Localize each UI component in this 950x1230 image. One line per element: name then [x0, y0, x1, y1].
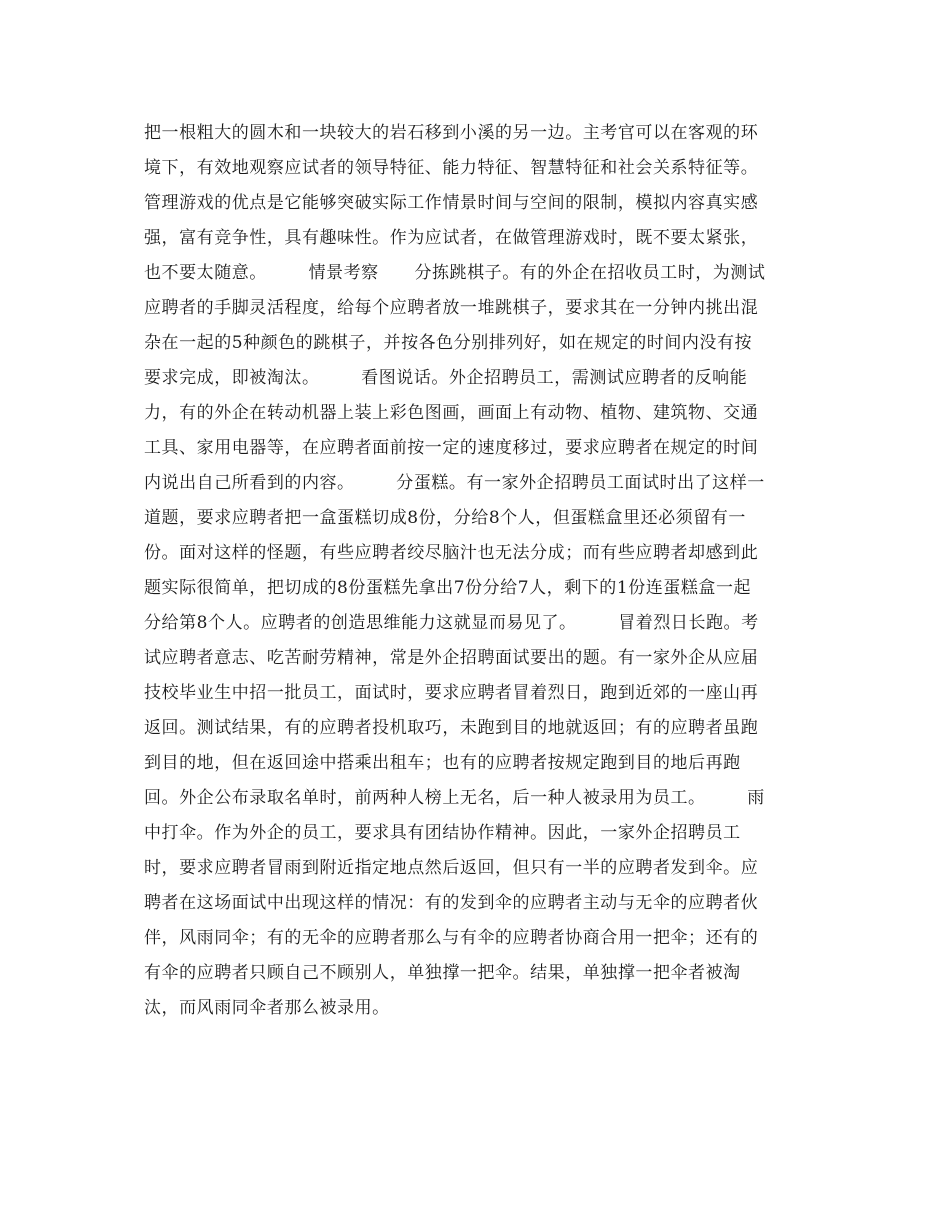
text-line: 汰，而风雨同伞者那么被录用。: [144, 998, 390, 1018]
text-line: 有伞的应聘者只顾自己不顾别人，单独撑一把伞。结果，单独撑一把伞者被淘: [144, 963, 741, 983]
text-line: 道题，要求应聘者把一盒蛋糕切成8份，分给8个人，但蛋糕盒里还必须留有一: [144, 508, 746, 528]
text-line: 聘者在这场面试中出现这样的情况：有的发到伞的应聘者主动与无伞的应聘者伙: [144, 893, 759, 913]
text-line: 力，有的外企在转动机器上装上彩色图画，画面上有动物、植物、建筑物、交通: [144, 403, 759, 423]
text-line: 把一根粗大的圆木和一块较大的岩石移到小溪的另一边。主考官可以在客观的环: [144, 123, 759, 143]
text-line: 也不要太随意。 情景考察 分拣跳棋子。有的外企在招收员工时，为测试: [144, 263, 766, 283]
text-line: 内说出自己所看到的内容。 分蛋糕。有一家外企招聘员工面试时出了这样一: [144, 473, 765, 493]
text-line: 伴，风雨同伞；有的无伞的应聘者那么与有伞的应聘者协商合用一把伞；还有的: [144, 928, 759, 948]
text-line: 境下，有效地观察应试者的领导特征、能力特征、智慧特征和社会关系特征等。: [144, 158, 759, 178]
text-line: 到目的地，但在返回途中搭乘出租车；也有的应聘者按规定跑到目的地后再跑: [144, 753, 741, 773]
text-line: 应聘者的手脚灵活程度，给每个应聘者放一堆跳棋子，要求其在一分钟内挑出混: [144, 298, 759, 318]
text-line: 中打伞。作为外企的员工，要求具有团结协作精神。因此，一家外企招聘员工: [144, 823, 741, 843]
text-line: 技校毕业生中招一批员工，面试时，要求应聘者冒着烈日，跑到近郊的一座山再: [144, 683, 759, 703]
text-line: 强，富有竞争性，具有趣味性。作为应试者，在做管理游戏时，既不要太紧张，: [144, 228, 759, 248]
text-line: 工具、家用电器等，在应聘者面前按一定的速度移过，要求应聘者在规定的时间: [144, 438, 759, 458]
text-line: 返回。测试结果，有的应聘者投机取巧，未跑到目的地就返回；有的应聘者虽跑: [144, 718, 759, 738]
text-line: 要求完成，即被淘汰。 看图说话。外企招聘员工，需测试应聘者的反响能: [144, 368, 748, 388]
body-text: [144, 116, 824, 1026]
text-line: 杂在一起的5种颜色的跳棋子，并按各色分别排列好，如在规定的时间内没有按: [144, 333, 753, 353]
text-line: 时，要求应聘者冒雨到附近指定地点然后返回，但只有一半的应聘者发到伞。应: [144, 858, 759, 878]
text-line: 分给第8个人。应聘者的创造思维能力这就显而易见了。 冒着烈日长跑。考: [144, 613, 759, 633]
text-line: 题实际很简单，把切成的8份蛋糕先拿出7份分给7人，剩下的1份连蛋糕盒一起: [144, 578, 752, 598]
text-line: 回。外企公布录取名单时，前两种人榜上无名，后一种人被录用为员工。 雨: [144, 788, 765, 808]
text-line: 份。面对这样的怪题，有些应聘者绞尽脑汁也无法分成；而有些应聘者却感到此: [144, 543, 759, 563]
text-line: 试应聘者意志、吃苦耐劳精神，常是外企招聘面试要出的题。有一家外企从应届: [144, 648, 759, 668]
text-line: 管理游戏的优点是它能够突破实际工作情景时间与空间的限制，模拟内容真实感: [144, 193, 759, 213]
